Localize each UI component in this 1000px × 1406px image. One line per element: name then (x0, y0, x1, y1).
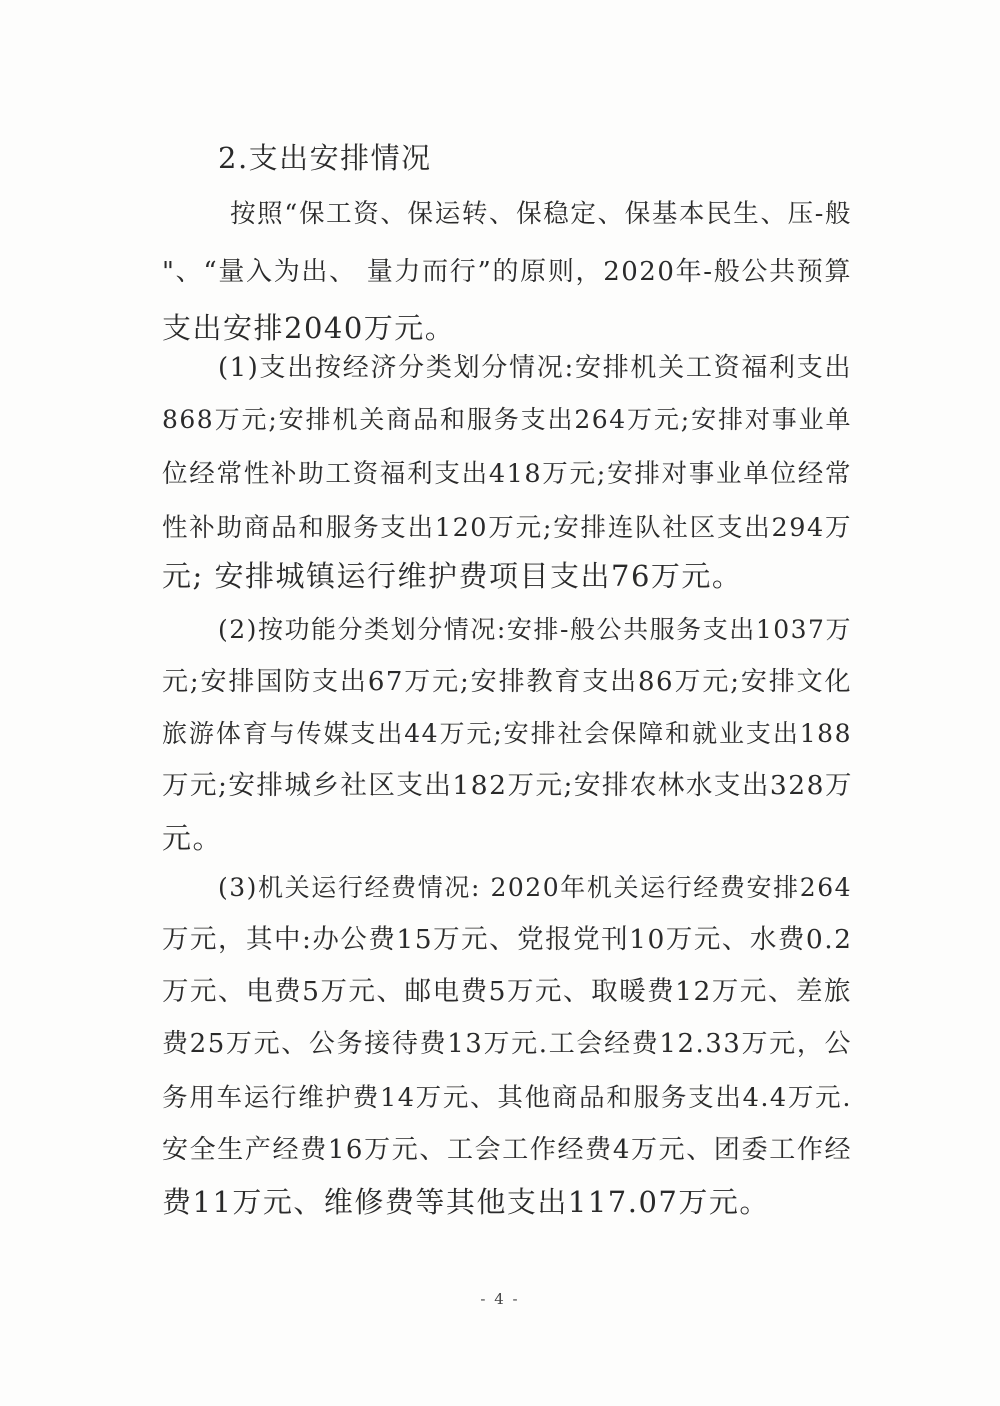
section1-line-3: 位经常性补助工资福利支出418万元;安排对事业单位经常 (162, 459, 852, 489)
section2-line-1: (2)按功能分类划分情况:安排-般公共服务支出1037万 (218, 615, 852, 644)
section1-line-5: 元; 安排城镇运行维护费项目支出76万元。 (162, 559, 743, 593)
section1-line-4: 性补助商品和服务支出120万元;安排连队社区支出294万 (162, 513, 852, 543)
section3-line-4: 费25万元、公务接待费13万元.工会经费12.33万元，公 (162, 1029, 852, 1059)
section1-line-2: 868万元;安排机关商品和服务支出264万元;安排对事业单 (162, 405, 852, 434)
section3-line-5: 务用车运行维护费14万元、其他商品和服务支出4.4万元. (162, 1083, 852, 1113)
section3-line-7: 费11万元、维修费等其他支出117.07万元。 (162, 1185, 770, 1219)
section3-line-6: 安全生产经费16万元、工会工作经费4万元、团委工作经 (162, 1135, 852, 1165)
section-heading: 2.支出安排情况 (218, 141, 432, 175)
intro-line-2: "、“量入为出、 量力而行”的原则，2020年-般公共预算 (162, 257, 852, 287)
section3-line-2: 万元，其中:办公费15万元、党报党刊10万元、水费0.2 (162, 924, 853, 955)
section2-line-4: 万元;安排城乡社区支出182万元;安排农林水支出328万 (162, 770, 854, 801)
intro-line-1: 按照“保工资、保运转、保稳定、保基本民生、压-般 (230, 199, 852, 229)
section3-line-3: 万元、电费5万元、邮电费5万元、取暖费12万元、差旅 (162, 976, 852, 1007)
section2-line-3: 旅游体育与传媒支出44万元;安排社会保障和就业支出188 (162, 719, 852, 748)
section1-line-1: (1)支出按经济分类划分情况:安排机关工资福利支出 (218, 353, 852, 383)
section2-line-5: 元。 (162, 821, 224, 855)
page-number: - 4 - (480, 1290, 520, 1308)
intro-line-3: 支出安排2040万元。 (162, 311, 456, 345)
section3-line-1: (3)机关运行经费情况: 2020年机关运行经费安排264 (218, 873, 852, 902)
section2-line-2: 元;安排国防支出67万元;安排教育支出86万元;安排文化 (162, 667, 852, 697)
